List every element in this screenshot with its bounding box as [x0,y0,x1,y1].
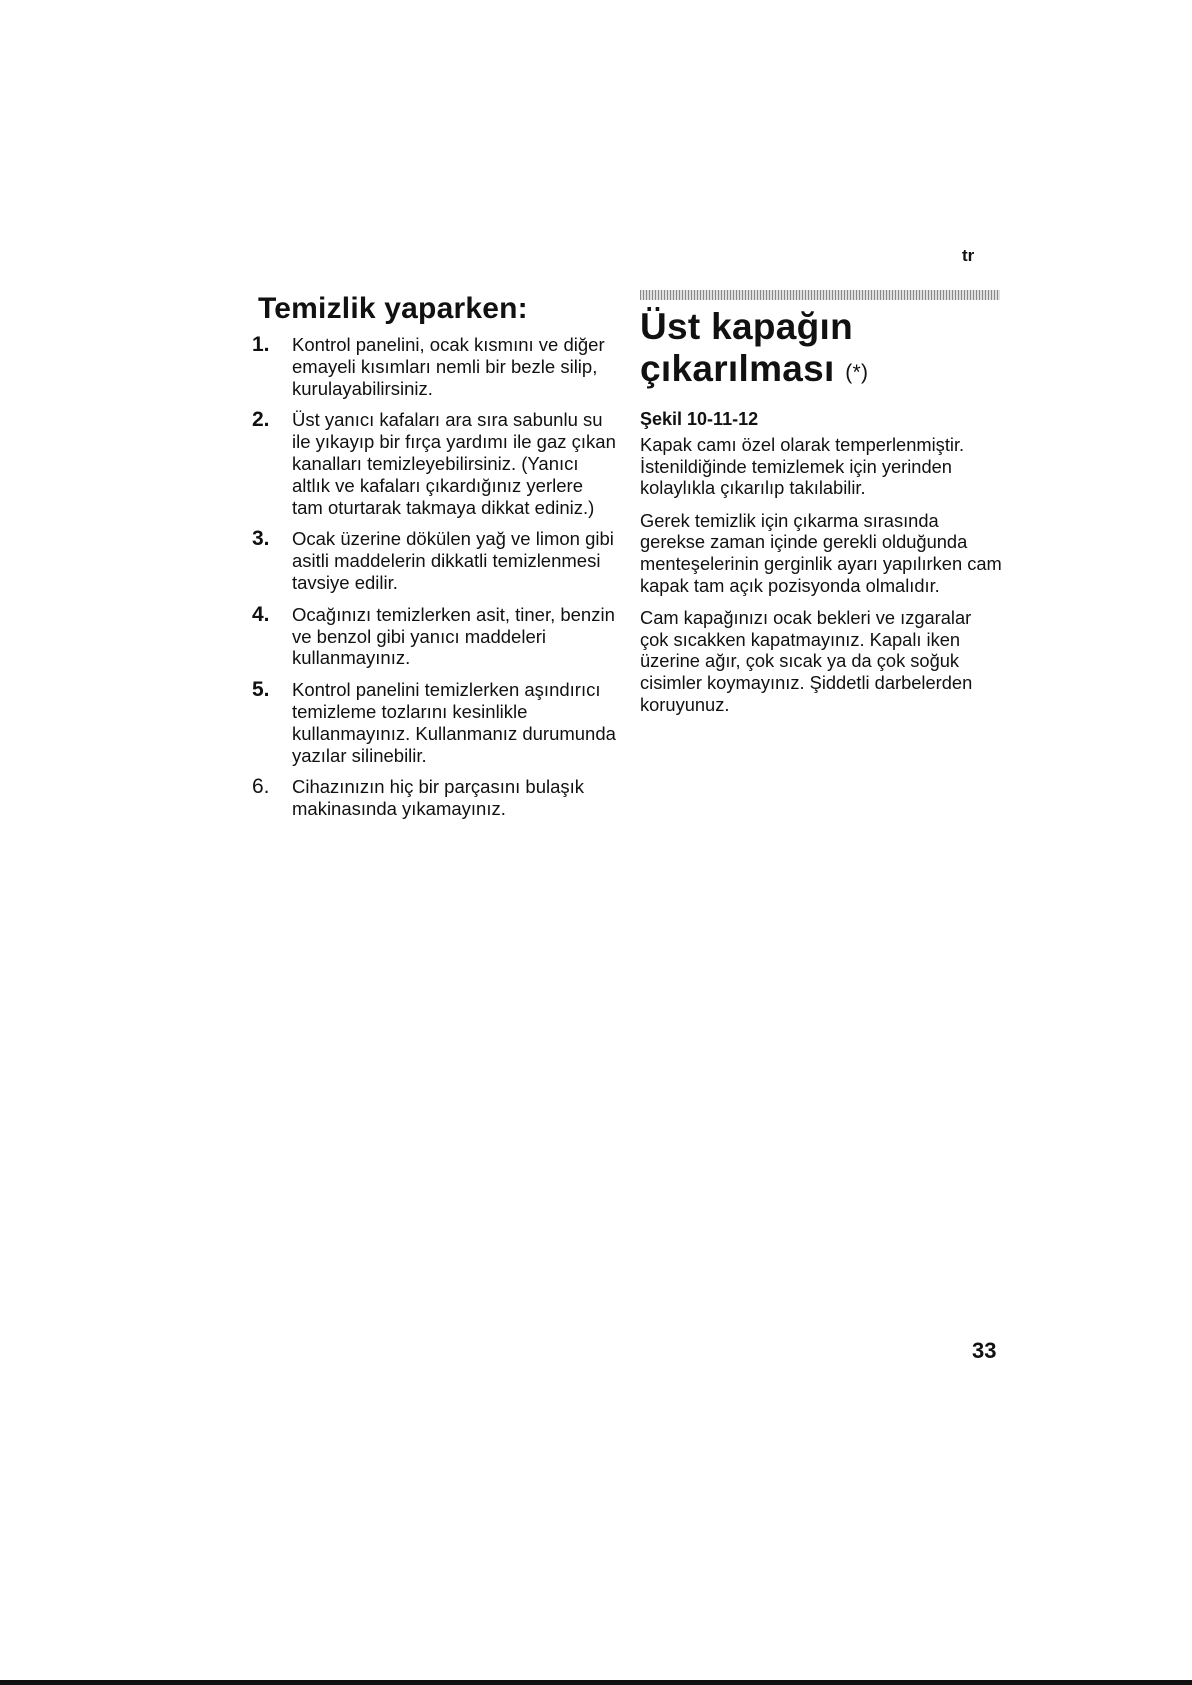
list-item-text: Cihazınızın hiç bir parçasını bulaşık makinasında yıkamayınız. [292,776,585,820]
paragraph: Kapak camı özel olarak temperlenmiştir. İstenildiğinde temizlemek için yerinden kolaylıkla çıkarılıp takılabilir. [640,434,965,499]
cleaning-section [252,292,622,830]
section-title-line2: çıkarılması [640,348,835,389]
language-code: tr [962,246,975,265]
list-item-text: Ocak üzerine dökülen yağ ve limon gibi asitli maddelerin dikkatli temizlenmesi tavsiye edilir. [292,528,614,593]
cover-removal-section [640,290,1002,726]
list-item [252,409,622,518]
section-divider [640,290,1000,300]
list-item-number: 5. [252,678,270,702]
list-item-number: 4. [252,602,270,626]
title-footnote-mark: (*) [845,361,869,384]
list-item-number: 2. [252,408,270,432]
list-item-number: 3. [252,527,270,551]
paragraph: Cam kapağınızı ocak bekleri ve ızgaralar çok sıcakken kapatmayınız. Kapalı iken üzerine ağır, çok sıcak ya da çok soğuk cisimler koymayınız. Şiddetli darbelerden koruyunuz. [640,607,973,715]
list-item-text: Kontrol panelini temizlerken aşındırıcı temizleme tozlarını kesinlikle kullanmayınız. Kullanmanız durumunda yazılar silinebilir. [292,679,616,766]
page-number: 33 [972,1338,997,1363]
list-item [252,604,622,669]
list-item-text: Üst yanıcı kafaları ara sıra sabunlu su ile yıkayıp bir fırça yardımı ile gaz çıkan kanalları temizleyebilirsiniz. (Yanıcı altlık ve kafaları çıkardığınız yerlere tam oturtarak takmaya dikkat ediniz.) [292,409,616,518]
list-item-number: 6. [252,775,270,799]
section-title-line1: Üst kapağın [640,306,854,347]
list-item [252,334,622,399]
figure-reference: Şekil 10-11-12 [640,409,759,429]
bottom-border [0,1680,1192,1685]
paragraph: Gerek temizlik için çıkarma sırasında gerekse zaman içinde gerekli olduğunda menteşelerinin gerginlik ayarı yapılırken cam kapak tam açık pozisyonda olmalıdır. [640,509,1002,596]
cleaning-list [252,334,622,820]
section-title [640,306,1002,394]
list-item [252,776,622,820]
list-item-number: 1. [252,333,270,356]
list-item-text: Ocağınızı temizlerken asit, tiner, benzin ve benzol gibi yanıcı maddeleri kullanmayınız. [292,603,615,669]
section-heading: Temizlik yaparken: [258,292,528,325]
list-item [252,528,622,593]
list-item [252,679,622,766]
list-item-text: Kontrol panelini, ocak kısmını ve diğer emayeli kısımları nemli bir bezle silip, kurulayabilirsiniz. [292,334,605,399]
